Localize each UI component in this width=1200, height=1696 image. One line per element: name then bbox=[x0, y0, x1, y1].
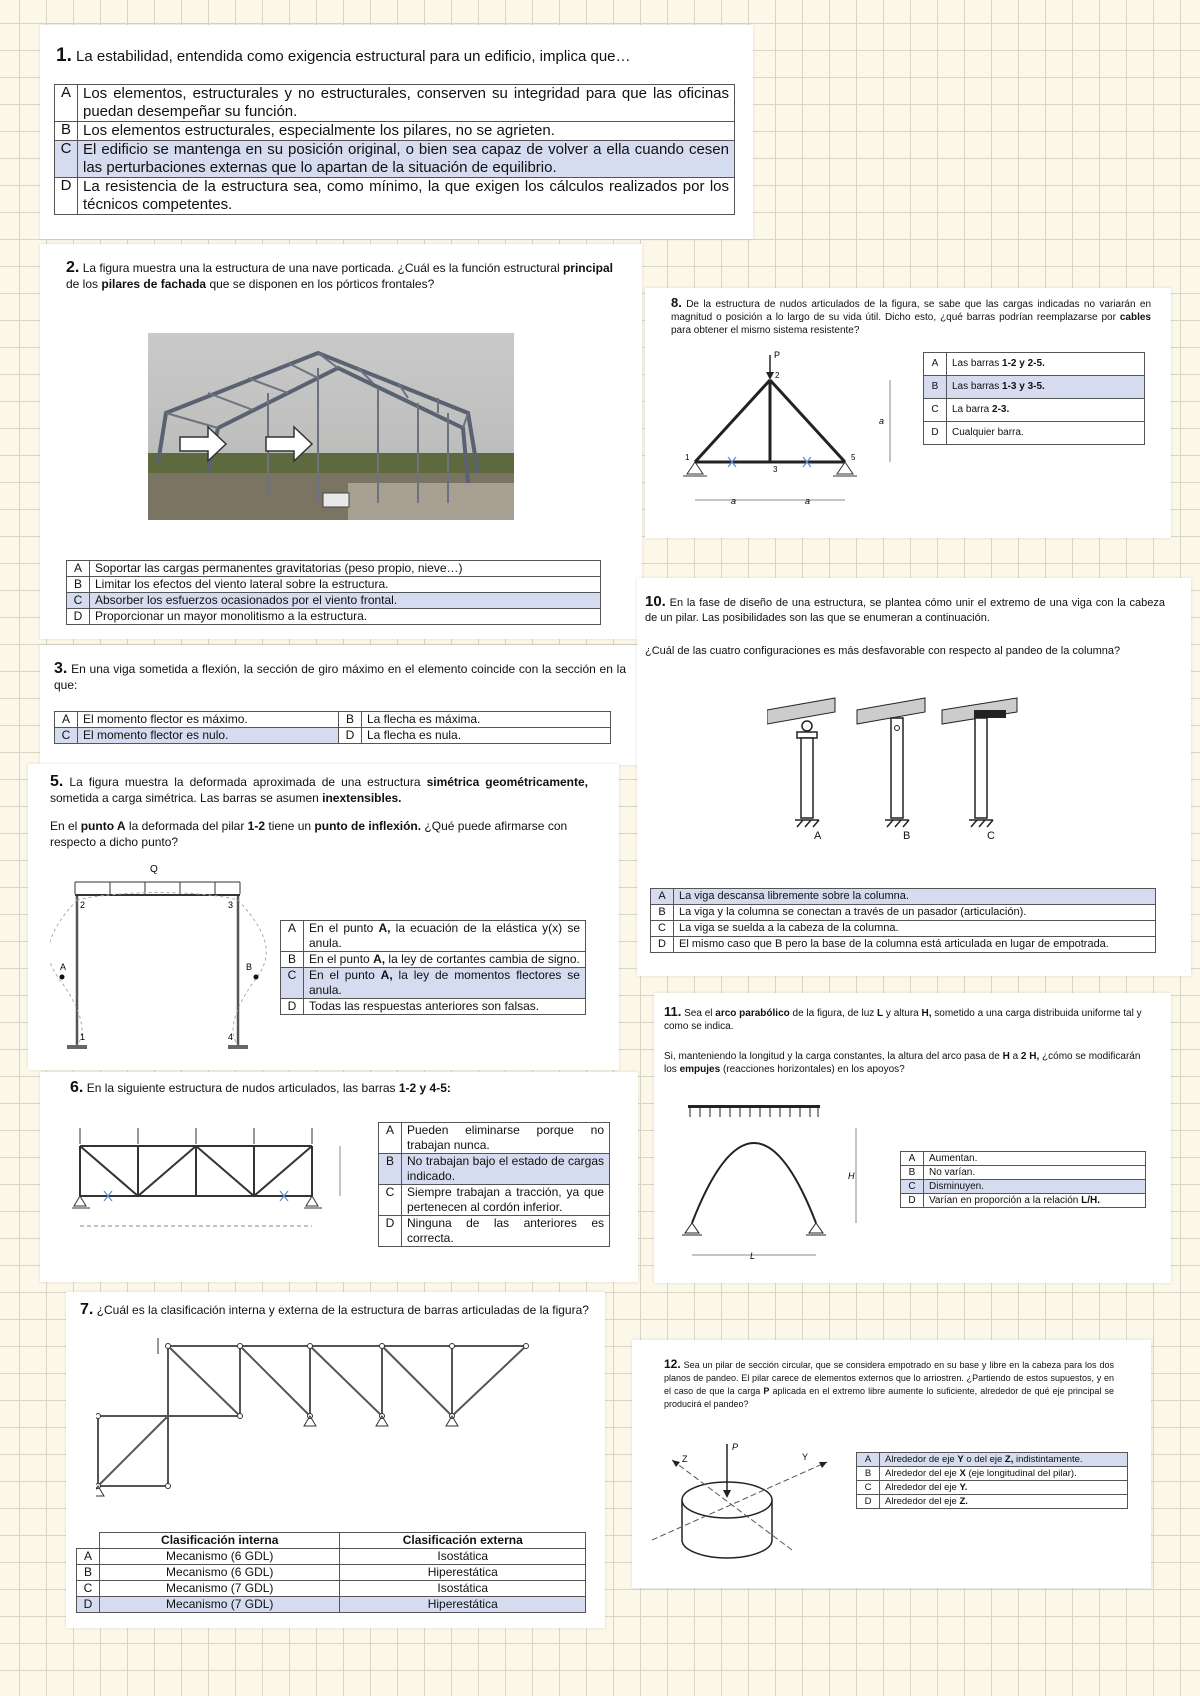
option-row-a[interactable] bbox=[379, 1123, 610, 1154]
option-text[interactable]: El momento flector es máximo. bbox=[78, 712, 339, 728]
option-letter: A bbox=[55, 85, 78, 122]
card-question-8 bbox=[645, 288, 1171, 538]
option-text: Soportar las cargas permanentes gravitatorias (peso propio, nieve…) bbox=[90, 561, 601, 577]
option-letter: C bbox=[55, 141, 78, 178]
question-1-options bbox=[54, 84, 735, 215]
option-letter: A bbox=[281, 921, 304, 952]
option-letter: D bbox=[379, 1216, 402, 1247]
table-row[interactable]: C Mecanismo (7 GDL) Isostática bbox=[77, 1581, 586, 1597]
table-row[interactable]: A Mecanismo (6 GDL) Isostática bbox=[77, 1549, 586, 1565]
option-text: Los elementos estructurales, especialmente los pilares, no se agrieten. bbox=[78, 122, 735, 141]
svg-text:P: P bbox=[774, 350, 781, 360]
option-letter[interactable]: C bbox=[55, 728, 78, 744]
option-text: Pueden eliminarse porque no trabajan nunca. bbox=[402, 1123, 610, 1154]
option-row-d[interactable] bbox=[67, 609, 601, 625]
svg-text:4: 4 bbox=[228, 1032, 234, 1042]
option-text: La resistencia de la estructura sea, como mínimo, la que exigen los cálculos realizados por los técnicos competentes. bbox=[78, 178, 735, 215]
option-text: En el punto A, la ley de cortantes cambia de signo. bbox=[304, 952, 586, 968]
question-5-title: 5. La figura muestra la deformada aproximada de una estructura simétrica geométricamente, sometida a carga simétrica. Las barras se asumen inextensibles. bbox=[50, 773, 588, 805]
option-row-b[interactable] bbox=[67, 577, 601, 593]
option-letter: B bbox=[67, 577, 90, 593]
option-letter: B bbox=[281, 952, 304, 968]
load-label: Q bbox=[150, 864, 158, 875]
question-8-options bbox=[923, 352, 1145, 445]
option-row-a[interactable]: A Las barras 1-2 y 2-5. bbox=[924, 353, 1145, 376]
industrial-building-photo bbox=[148, 333, 514, 520]
config-label-b: B bbox=[903, 830, 911, 842]
svg-text:a: a bbox=[805, 496, 811, 506]
option-row-d[interactable]: D Alrededor del eje Z. bbox=[857, 1495, 1128, 1509]
circular-column-diagram bbox=[652, 1440, 852, 1580]
option-text: El edificio se mantenga en su posición original, o bien sea capaz de volver a ella cuando cesen las perturbaciones externas que lo apartan de la situación de equilibrio. bbox=[78, 141, 735, 178]
option-row-b[interactable] bbox=[281, 952, 586, 968]
option-text[interactable]: La flecha es máxima. bbox=[362, 712, 611, 728]
svg-text:Y: Y bbox=[802, 1452, 809, 1462]
question-11-question: Si, manteniendo la longitud y la carga constantes, la altura del arco pasa de H a 2 H, ¿cómo se modificarán los empujes (reacciones horizontales) en los apoyos? bbox=[664, 1051, 1141, 1075]
option-row-d[interactable]: D Cualquier barra. bbox=[924, 422, 1145, 445]
triangle-truss-diagram bbox=[665, 350, 895, 520]
svg-text:Z: Z bbox=[682, 1454, 688, 1464]
option-row-d[interactable] bbox=[281, 999, 586, 1015]
svg-text:a: a bbox=[731, 496, 737, 506]
option-letter: C bbox=[67, 593, 90, 609]
option-letter: D bbox=[67, 609, 90, 625]
svg-text:2: 2 bbox=[80, 900, 86, 910]
table-header bbox=[77, 1533, 586, 1549]
option-letter: C bbox=[379, 1185, 402, 1216]
option-row-c[interactable] bbox=[67, 593, 601, 609]
option-row-b[interactable]: B No varían. bbox=[901, 1166, 1146, 1180]
option-text: No trabajan bajo el estado de cargas indicado. bbox=[402, 1154, 610, 1185]
svg-text:1: 1 bbox=[685, 453, 690, 462]
question-6-options bbox=[378, 1122, 610, 1247]
header-external: Clasificación externa bbox=[340, 1533, 586, 1549]
question-7-table bbox=[76, 1532, 586, 1613]
question-3-title: 3. En una viga sometida a flexión, la sección de giro máximo en el elemento coincide con la sección en la que: bbox=[54, 660, 626, 692]
option-row-b[interactable]: B Alrededor del eje X (eje longitudinal del pilar). bbox=[857, 1467, 1128, 1481]
card-question-6 bbox=[40, 1072, 638, 1282]
option-row-a[interactable]: A Aumentan. bbox=[901, 1152, 1146, 1166]
option-letter: B bbox=[55, 122, 78, 141]
question-12-title: 12. Sea un pilar de sección circular, que se considera empotrado en su base y libre en la cabeza para los dos planos de pandeo. El pilar carece de elementos externos que lo arriostren. ¿Partiendo de estos supuestos, y en el caso de que la carga P aplicada en el extremo libre aumente lo suficiente, alrededor de qué eje principal se producirá el pandeo? bbox=[664, 1357, 1114, 1409]
question-11-title: 11. Sea el arco parabólico de la figura, de luz L y altura H, sometido a una carga distribuida uniforme tal y como se indica. bbox=[664, 1004, 1142, 1032]
option-text: Los elementos, estructurales y no estructurales, conserven su integridad para que las oficinas puedan desempeñar su función. bbox=[78, 85, 735, 122]
option-row-ab bbox=[55, 712, 611, 728]
option-letter: D bbox=[55, 178, 78, 215]
card-question-5 bbox=[28, 764, 619, 1070]
svg-text:3: 3 bbox=[228, 900, 234, 910]
option-row-c[interactable]: C Disminuyen. bbox=[901, 1180, 1146, 1194]
option-row-c[interactable]: C La barra 2-3. bbox=[924, 399, 1145, 422]
option-row-c[interactable] bbox=[55, 141, 735, 178]
option-row-c[interactable]: C Alrededor del eje Y. bbox=[857, 1481, 1128, 1495]
svg-text:3: 3 bbox=[773, 465, 778, 474]
option-letter: C bbox=[281, 968, 304, 999]
card-question-1 bbox=[40, 25, 753, 239]
header-internal: Clasificación interna bbox=[100, 1533, 340, 1549]
question-8-title: 8. De la estructura de nudos articulados de la figura, se sabe que las cargas indicadas no variarán en magnitud o posición a lo largo de su vida útil. Dicho esto, ¿qué barras podrían reemplazarse por cables para obtener el mismo sistema resistente? bbox=[671, 295, 1151, 336]
option-text[interactable]: La flecha es nula. bbox=[362, 728, 611, 744]
option-text: Todas las respuestas anteriores son falsas. bbox=[304, 999, 586, 1015]
question-2-title: 2. La figura muestra una la estructura de una nave porticada. ¿Cuál es la función estructural principal de los pilares de fachada que se disponen en los pórticos frontales? bbox=[66, 259, 613, 291]
option-letter[interactable]: B bbox=[339, 712, 362, 728]
option-row-b[interactable]: B Las barras 1-3 y 3-5. bbox=[924, 376, 1145, 399]
card-question-10 bbox=[637, 578, 1191, 976]
svg-text:P: P bbox=[732, 1442, 739, 1452]
question-5-subtitle: En el punto A la deformada del pilar 1-2 tiene un punto de inflexión. ¿Qué puede afirmarse con respecto a dicho punto? bbox=[50, 819, 568, 849]
svg-text:a: a bbox=[879, 416, 885, 426]
option-letter[interactable]: A bbox=[55, 712, 78, 728]
option-text: En el punto A, la ley de momentos flectores se anula. bbox=[304, 968, 586, 999]
config-label-a: A bbox=[814, 830, 822, 842]
svg-text:H: H bbox=[848, 1171, 855, 1181]
question-3-options bbox=[54, 711, 611, 744]
option-row-d[interactable] bbox=[379, 1216, 610, 1247]
question-10-title: 10. En la fase de diseño de una estructura, se plantea cómo unir el extremo de una viga con la cabeza de un pilar. Las posibilidades son las que se enumeran a continuación. bbox=[645, 593, 1166, 624]
card-question-12 bbox=[632, 1340, 1151, 1588]
question-6-title: 6. En la siguiente estructura de nudos articulados, las barras 1-2 y 4-5: bbox=[70, 1079, 451, 1096]
svg-text:5: 5 bbox=[851, 453, 856, 462]
option-row-a[interactable] bbox=[281, 921, 586, 952]
beam-column-connections-diagram bbox=[767, 690, 1027, 850]
card-question-7 bbox=[66, 1292, 605, 1628]
table-row[interactable]: B Mecanismo (6 GDL) Hiperestática bbox=[77, 1565, 586, 1581]
svg-text:A: A bbox=[60, 962, 67, 972]
question-12-options bbox=[856, 1452, 1128, 1509]
option-text: Siempre trabajan a tracción, ya que pertenecen al cordón inferior. bbox=[402, 1185, 610, 1216]
option-letter: A bbox=[67, 561, 90, 577]
option-text[interactable]: El momento flector es nulo. bbox=[78, 728, 339, 744]
option-row-cd bbox=[55, 728, 611, 744]
question-2-options bbox=[66, 560, 601, 625]
option-letter[interactable]: D bbox=[339, 728, 362, 744]
option-text: Limitar los efectos del viento lateral sobre la estructura. bbox=[90, 577, 601, 593]
option-row-a[interactable]: A Alrededor de eje Y o del eje Z, indistintamente. bbox=[857, 1453, 1128, 1467]
option-row-c[interactable] bbox=[379, 1185, 610, 1216]
question-10-question: ¿Cuál de las cuatro configuraciones es más desfavorable con respecto al pandeo de la columna? bbox=[645, 645, 1121, 657]
option-row-b[interactable]: B La viga y la columna se conectan a través de un pasador (articulación). bbox=[651, 905, 1156, 921]
option-letter: B bbox=[379, 1154, 402, 1185]
question-5-options bbox=[280, 920, 586, 1015]
svg-text:1: 1 bbox=[80, 1032, 86, 1042]
config-label-c: C bbox=[987, 830, 995, 842]
card-question-11 bbox=[654, 993, 1171, 1283]
option-text: Absorber los esfuerzos ocasionados por el viento frontal. bbox=[90, 593, 601, 609]
option-row-a[interactable] bbox=[67, 561, 601, 577]
option-text: Proporcionar un mayor monolitismo a la estructura. bbox=[90, 609, 601, 625]
truss-diagram-q7 bbox=[96, 1332, 546, 1502]
option-row-d[interactable]: D Varían en proporción a la relación L/H. bbox=[901, 1194, 1146, 1208]
option-row-a[interactable]: A La viga descansa libremente sobre la columna. bbox=[651, 889, 1156, 905]
option-row-a[interactable] bbox=[55, 85, 735, 122]
card-question-2 bbox=[40, 244, 642, 639]
portal-frame-diagram bbox=[50, 860, 275, 1060]
question-11-options bbox=[900, 1151, 1146, 1208]
parabolic-arch-diagram bbox=[676, 1103, 896, 1268]
option-row-d[interactable] bbox=[55, 178, 735, 215]
svg-text:B: B bbox=[246, 962, 253, 972]
option-text: En el punto A, la ecuación de la elástica y(x) se anula. bbox=[304, 921, 586, 952]
option-row-c[interactable]: C La viga se suelda a la cabeza de la columna. bbox=[651, 921, 1156, 937]
option-row-c[interactable] bbox=[281, 968, 586, 999]
option-row-b[interactable] bbox=[379, 1154, 610, 1185]
question-10-options bbox=[650, 888, 1156, 953]
option-letter: D bbox=[281, 999, 304, 1015]
option-letter: A bbox=[379, 1123, 402, 1154]
truss-diagram-q6 bbox=[70, 1116, 380, 1246]
option-row-b[interactable] bbox=[55, 122, 735, 141]
card-question-3 bbox=[40, 645, 642, 765]
svg-text:2: 2 bbox=[775, 371, 780, 380]
option-text: Ninguna de las anteriores es correcta. bbox=[402, 1216, 610, 1247]
question-1-title: 1. La estabilidad, entendida como exigencia estructural para un edificio, implica que… bbox=[56, 45, 631, 66]
svg-text:L: L bbox=[750, 1251, 756, 1261]
question-7-title: 7. ¿Cuál es la clasificación interna y externa de la estructura de barras articuladas de la figura? bbox=[80, 1301, 589, 1318]
table-row[interactable]: D Mecanismo (7 GDL) Hiperestática bbox=[77, 1597, 586, 1613]
option-row-d[interactable]: D El mismo caso que B pero la base de la columna está articulada en lugar de empotrada. bbox=[651, 937, 1156, 953]
